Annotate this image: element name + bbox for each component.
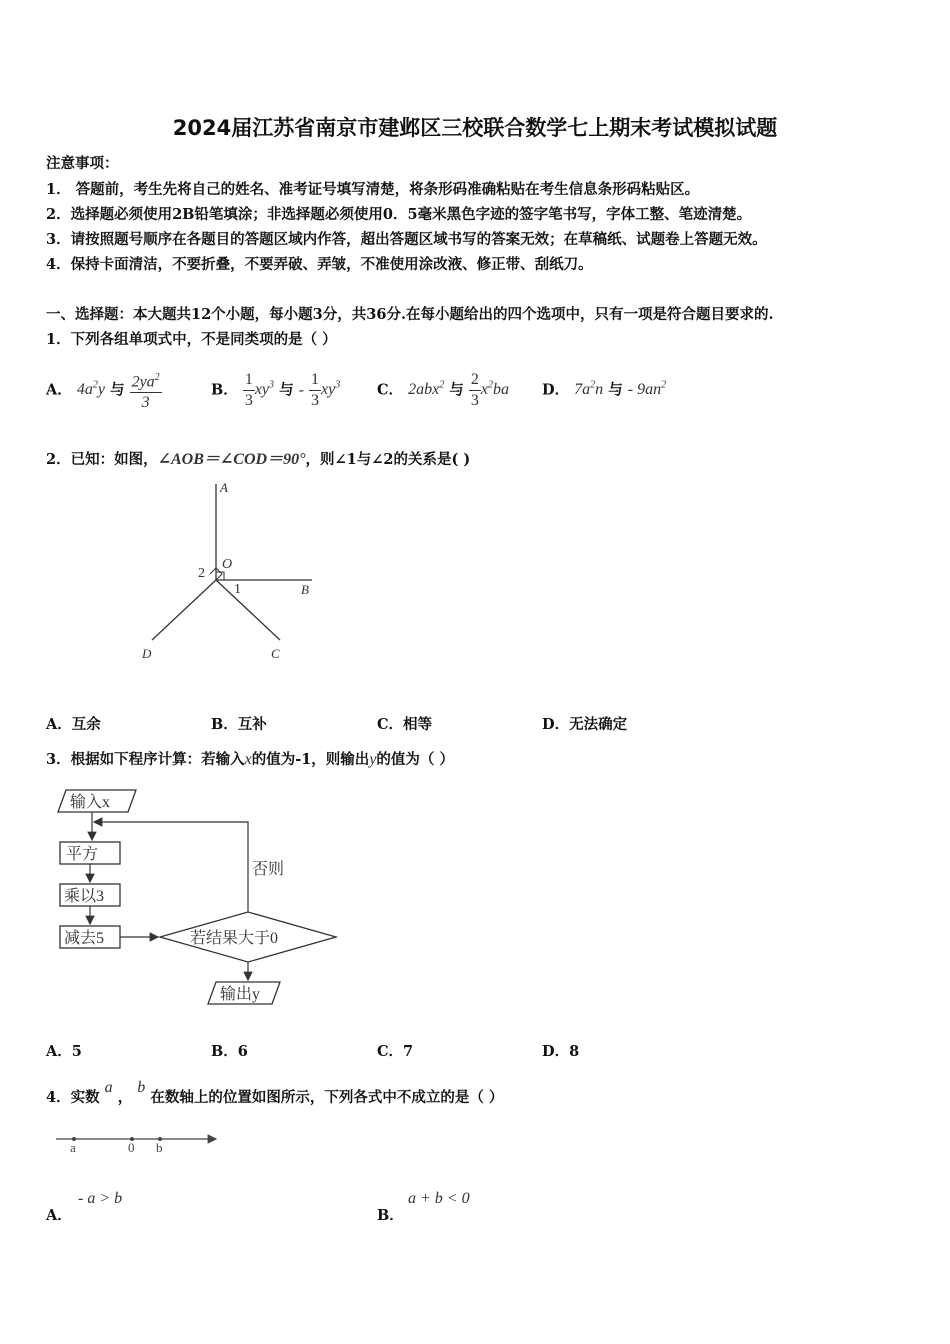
q3-option-a: A．5 (46, 1043, 82, 1060)
option-label: C． (377, 381, 404, 399)
q1-c-left: 2abx$^2$ (408, 380, 445, 399)
q1-b-fraction-2: $\frac{1}{3}$ (311, 370, 320, 409)
angle-figure (130, 472, 330, 672)
flow-input-label: 输入x (70, 794, 111, 811)
label-a: A (220, 480, 228, 495)
q2-option-b: B．互补 (211, 716, 267, 733)
q2-option-a: A．互余 (46, 716, 101, 733)
notice-item-4: 4．保持卡面清洁，不要折叠，不要弄破、弄皱，不准使用涂改液、修正带、刮纸刀。 (46, 256, 593, 273)
q1-d-left: $7a^2n$ (574, 380, 604, 399)
q1-option-c (377, 364, 509, 412)
q1-option-d (542, 364, 666, 412)
q1-b-term-1: $xy^3$ (254, 380, 275, 399)
q1-a-left: $4a^2y$ (76, 380, 105, 399)
with-word: 与 (449, 381, 464, 399)
axis-label-zero: 0 (128, 1140, 135, 1155)
q3-option-b: B．6 (211, 1043, 248, 1060)
page-title: 2024届江苏省南京市建邺区三校联合数学七上期末考试模拟试题 (172, 116, 778, 140)
q4-option-a-expr: - a > b (78, 1190, 123, 1207)
q4-option-b-label: B． (377, 1207, 404, 1224)
label-angle-1: 1 (234, 582, 241, 597)
number-line (50, 1128, 230, 1160)
label-c: C (271, 646, 280, 661)
q1-stem: 1．下列各组单项式中，不是同类项的是（ ） (46, 331, 337, 348)
q3-option-c: C．7 (377, 1043, 414, 1060)
minus-sign: - (298, 381, 304, 399)
q3-stem: 3．根据如下程序计算：若输入x的值为-1，则输出y的值为（ ） (46, 751, 454, 768)
with-word: 与 (110, 381, 125, 399)
notice-item-1: 1． 答题前，考生先将自己的姓名、准考证号填写清楚，将条形码准确粘贴在考生信息条形码粘贴区。 (46, 181, 700, 198)
q4-stem: 4．实数 a ， b 在数轴上的位置如图所示，下列各式中不成立的是（ ） (46, 1079, 504, 1106)
q3-option-d: D．8 (542, 1043, 580, 1060)
q4-option-b-expr: a + b < 0 (408, 1190, 470, 1207)
var-x: x (244, 751, 252, 768)
var-a: a (104, 1079, 113, 1096)
q4-option-a-label: A． (46, 1207, 72, 1224)
notice-heading: 注意事项： (46, 155, 119, 172)
section-heading: 一、选择题：本大题共12个小题，每小题3分，共36分.在每小题给出的四个选项中，只有一项是符合题目要求的. (46, 306, 774, 323)
axis-label-a: a (70, 1140, 76, 1155)
flow-sub-label: 减去5 (64, 930, 105, 947)
q1-a-fraction: $\frac{2ya^2}{3}$ (130, 368, 162, 413)
label-b: B (301, 582, 309, 597)
q2-option-d: D．无法确定 (542, 716, 628, 733)
notice-item-2: 2．选择题必须使用2B铅笔填涂；非选择题必须使用0．5毫米黑色字迹的签字笔书写，字体工整、笔迹清楚。 (46, 206, 752, 223)
q1-c-right: $x^2ba$ (480, 380, 509, 399)
q2-angle-expr: ∠AOB＝∠COD＝90° (157, 451, 306, 468)
q1-d-right: - $9an^2$ (627, 380, 667, 399)
q1-option-a (46, 364, 162, 413)
option-label: B． (211, 381, 238, 399)
option-label: D． (542, 381, 570, 399)
ray-od (152, 580, 216, 640)
flow-square-label: 平方 (66, 846, 99, 863)
option-label: A． (46, 381, 72, 399)
axis-label-b: b (156, 1140, 163, 1155)
notice-item-3: 3．请按照题号顺序在各题目的答题区域内作答，超出答题区域书写的答案无效；在草稿纸、试题卷上答题无效。 (46, 231, 767, 248)
var-b: b (137, 1079, 146, 1096)
with-word: 与 (279, 381, 294, 399)
label-d: D (142, 646, 152, 661)
label-o: O (222, 557, 233, 572)
q1-b-fraction-1: $\frac{1}{3}$ (244, 370, 253, 409)
flow-output-label: 输出y (220, 986, 261, 1003)
flow-else-label: 否则 (252, 861, 285, 878)
q2-option-c: C．相等 (377, 716, 433, 733)
q1-c-fraction: $\frac{2}{3}$ (470, 370, 479, 409)
label-angle-2: 2 (198, 566, 205, 581)
q1-option-b (211, 364, 340, 412)
flow-condition-label: 若结果大于0 (190, 930, 279, 947)
q2-stem: 2．已知：如图，∠AOB＝∠COD＝90°，则∠1与∠2的关系是( ) (46, 451, 471, 468)
var-y: y (369, 751, 377, 768)
with-word: 与 (608, 381, 623, 399)
flowchart (50, 782, 350, 1014)
flow-mult-label: 乘以3 (64, 888, 105, 905)
ray-oc (216, 580, 280, 640)
q1-b-term-2: $xy^3$ (321, 380, 341, 399)
